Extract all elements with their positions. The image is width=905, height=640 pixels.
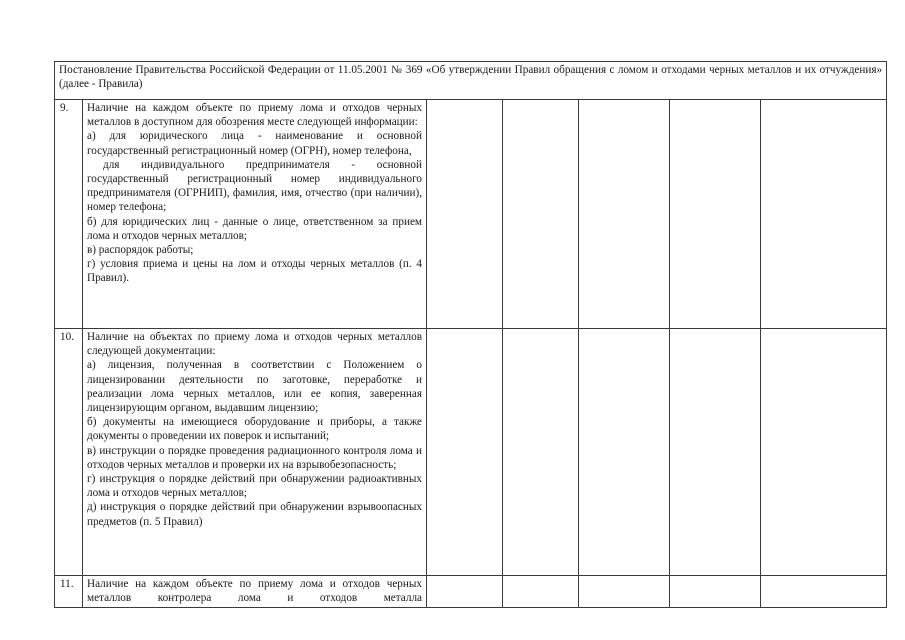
empty-cell — [503, 576, 579, 608]
document-page — [54, 61, 886, 608]
requirement-text — [83, 329, 427, 576]
empty-cell — [670, 100, 761, 329]
empty-cell — [427, 100, 503, 329]
paragraph: г) инструкция о порядке действий при обнаружении радиоактивных лома и отходов черных металлов; — [87, 473, 422, 500]
empty-cell — [761, 329, 887, 576]
paragraph: в) инструкции о порядке проведения радиационного контроля лома и отходов черных металлов и проверки их на взрывобезопасность; — [87, 444, 422, 471]
paragraph: а) для юридического лица - наименование и основной государственный регистрационный номер (ОГРН), номер телефона, — [87, 130, 422, 157]
regulation-title: Постановление Правительства Российской Федерации от 11.05.2001 № 369 «Об утверждении Правил обращения с ломом и отходами черных металлов и их отчуждения» (далее - Правила) — [55, 62, 887, 100]
paragraph: Наличие на каждом объекте по приему лома и отходов черных металлов в доступном для обозрения месте следующей информации: — [87, 102, 422, 129]
empty-cell — [503, 329, 579, 576]
table-row — [55, 329, 887, 576]
empty-cell — [761, 100, 887, 329]
table-row — [55, 576, 887, 608]
empty-cell — [670, 576, 761, 608]
paragraph: д) инструкция о порядке действий при обнаружении взрывоопасных предметов (п. 5 Правил) — [87, 501, 422, 528]
paragraph: Наличие на объектах по приему лома и отходов черных металлов следующей документации: — [87, 331, 422, 358]
checklist-table — [54, 61, 887, 608]
row-number: 9. — [55, 100, 83, 329]
requirement-text — [83, 100, 427, 329]
empty-cell — [761, 576, 887, 608]
empty-cell — [503, 100, 579, 329]
paragraph: для индивидуального предпринимателя - основной государственный регистрационный номер индивидуального предпринимателя (ОГРНИП), фамилия, имя, отчество (при наличии), номер телефона; — [87, 158, 422, 214]
empty-cell — [427, 329, 503, 576]
empty-cell — [579, 576, 670, 608]
paragraph: Наличие на каждом объекте по приему лома и отходов черных металлов контролера лома и отходов металла — [87, 578, 422, 605]
paragraph: в) распорядок работы; — [87, 244, 194, 257]
paragraph: г) условия приема и цены на лом и отходы черных металлов (п. 4 Правил). — [87, 258, 422, 285]
row-number: 10. — [55, 329, 83, 576]
empty-cell — [427, 576, 503, 608]
paragraph: б) для юридических лиц - данные о лице, ответственном за прием лома и отходов черных металлов; — [87, 215, 422, 242]
empty-cell — [579, 329, 670, 576]
row-number: 11. — [55, 576, 83, 608]
table-row — [55, 100, 887, 329]
paragraph: а) лицензия, полученная в соответствии с Положением о лицензировании деятельности по заготовке, переработке и реализации лома черных металлов, или ее копия, заверенная лицензирующим органом, выдавшим лицензию; — [87, 359, 422, 415]
requirement-text — [83, 576, 427, 608]
empty-cell — [670, 329, 761, 576]
table-header-row — [55, 62, 887, 100]
paragraph: б) документы на имеющиеся оборудование и приборы, а также документы о проведении их поверок и испытаний; — [87, 416, 422, 443]
empty-cell — [579, 100, 670, 329]
